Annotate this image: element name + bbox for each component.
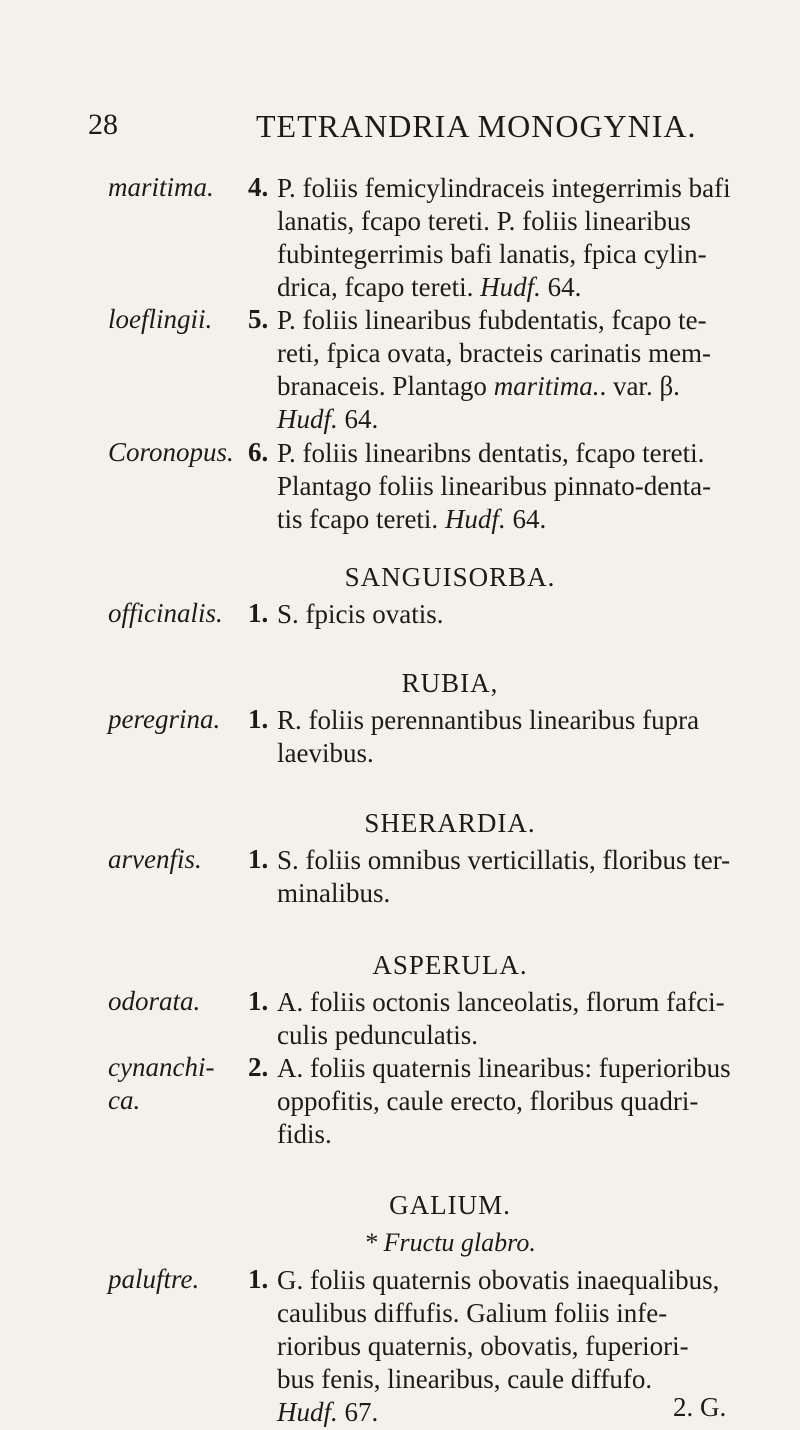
species-number: 1.	[248, 844, 269, 874]
genus-heading: SANGUISORBA.	[344, 562, 556, 592]
species-description: R. foliis perennantibus linearibus fupra laevibus.	[277, 705, 700, 768]
species-epithet-continued: ca.	[108, 1085, 141, 1115]
reference-author: Hudf.	[277, 404, 338, 434]
genus-heading: GALIUM.	[389, 1190, 511, 1220]
species-description: G. foliis quaternis obovatis inaequalibus, caulibus diffufis. Galium foliis infe- rioribus quaternis, obovatis, fuperiori- bus fenis, linearibus, caule diffufo. Hudf. 67.	[277, 1265, 720, 1427]
page-number: 28	[88, 108, 118, 141]
reference-author: Hudf.	[444, 504, 506, 534]
species-description: P. foliis femicylindraceis integerrimis bafi lanatis, fcapo tereti. P. foliis linearibus fubintegerrimis bafi lanatis, fpica cylin- drica, fcapo tereti. Hudf. 64.	[277, 173, 731, 302]
species-number: 4.	[248, 172, 269, 202]
species-description: A. foliis quaternis linearibus: fuperioribus oppofitis, caule erecto, floribus quadri- fidis.	[277, 1053, 731, 1149]
species-epithet: maritima.	[108, 172, 214, 202]
species-description: A. foliis octonis lanceolatis, florum fafci- culis pedunculatis.	[277, 987, 725, 1050]
running-head: TETRANDRIA MONOGYNIA.	[256, 108, 697, 144]
species-epithet: peregrina.	[108, 704, 221, 734]
species-number: 1.	[248, 1264, 269, 1294]
species-number: 1.	[248, 986, 269, 1016]
section-heading: * Fructu glabro.	[364, 1228, 536, 1257]
genus-heading: ASPERULA.	[372, 950, 528, 980]
genus-heading: RUBIA,	[401, 668, 499, 698]
species-number: 1.	[248, 598, 269, 628]
species-number: 6.	[248, 437, 269, 467]
species-epithet: paluftre.	[108, 1264, 200, 1294]
species-epithet: Coronopus.	[108, 437, 234, 467]
catchword: 2. G.	[673, 1392, 727, 1422]
species-epithet: loeflingii.	[108, 304, 213, 334]
species-description: S. fpicis ovatis.	[277, 599, 444, 629]
species-number: 2.	[248, 1052, 269, 1082]
species-number: 5.	[248, 304, 269, 334]
species-description: S. foliis omnibus verticillatis, floribus ter- minalibus.	[277, 845, 731, 908]
genus-heading: SHERARDIA.	[364, 808, 536, 838]
species-number: 1.	[248, 704, 269, 734]
species-epithet: arvenfis.	[108, 844, 202, 874]
species-epithet: cynanchi-	[108, 1052, 215, 1082]
reference-author: Hudf.	[480, 272, 541, 302]
species-description: P. foliis linearibus fubdentatis, fcapo te- reti, fpica ovata, bracteis carinatis mem- branaceis. Plantago maritima.. var. β. Hudf. 64.	[277, 305, 712, 434]
page-header	[0, 108, 800, 148]
species-epithet: odorata.	[108, 986, 201, 1016]
species-epithet: officinalis.	[108, 598, 223, 628]
reference-author: Hudf.	[277, 1397, 338, 1427]
species-description: P. foliis linearibns dentatis, fcapo tereti. Plantago foliis linearibus pinnato-denta- tis fcapo tereti. Hudf. 64.	[277, 438, 712, 534]
